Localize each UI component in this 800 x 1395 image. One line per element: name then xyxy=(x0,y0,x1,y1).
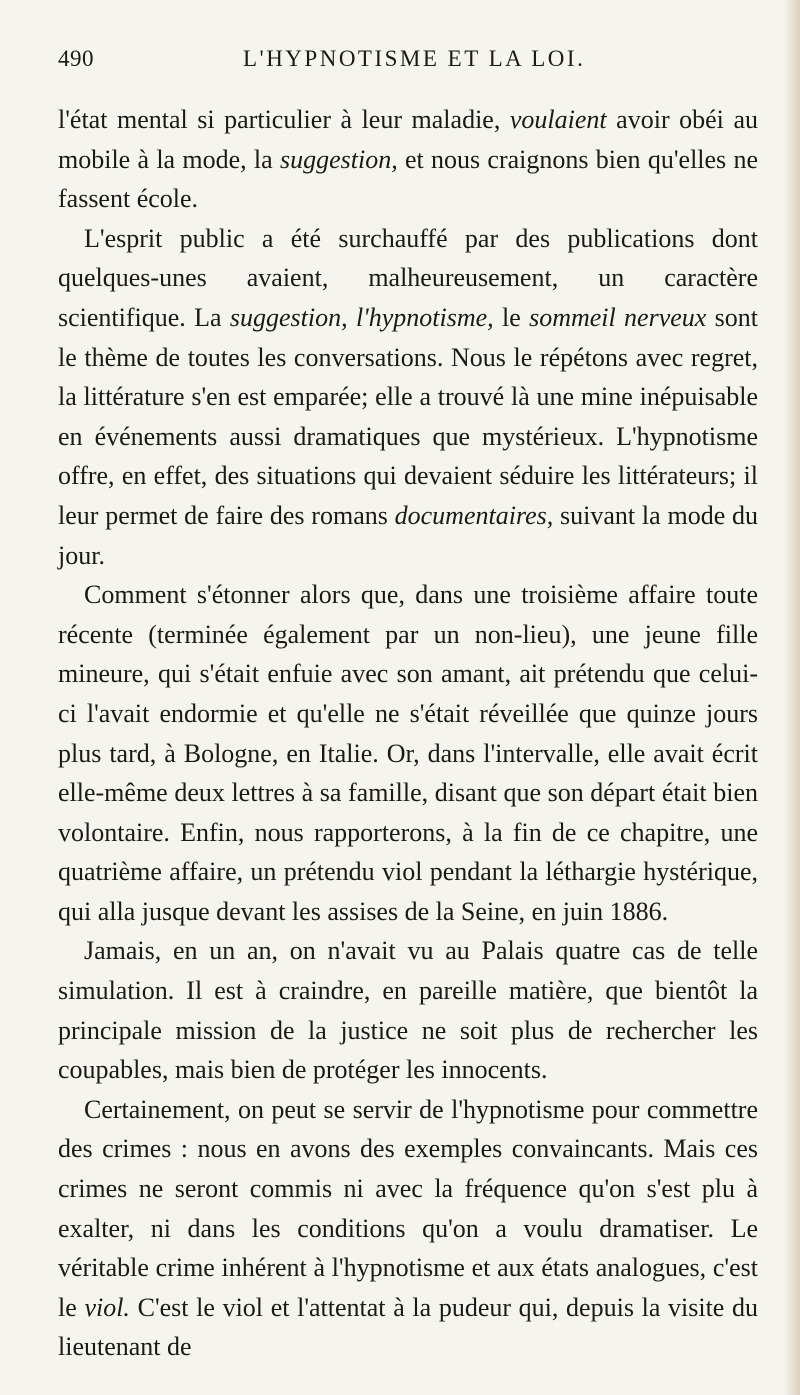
paragraph xyxy=(58,931,758,1089)
italic-text: l'hypnotisme, xyxy=(355,302,494,332)
italic-text: documentaires, xyxy=(394,500,554,530)
paragraph xyxy=(58,575,758,931)
text-run: Comment s'étonner alors que, dans une troisième affaire toute récente (terminée également par un non-lieu), une jeune fille mineure, qui s'était enfuie avec son amant, ait prétendu que celui-ci l'avait endormie et qu'elle ne s'était réveillée que quinze jours plus tard, à Bologne, en Italie. Or, dans l'intervalle, elle avait écrit elle-même deux lettres à sa famille, disant que son départ était bien volontaire. Enfin, nous rapporterons, à la fin de ce chapitre, une quatrième affaire, un prétendu viol pendant la léthargie hystérique, qui alla jusque devant les assises de la Seine, en juin 1886. xyxy=(58,580,758,926)
body-text xyxy=(58,100,758,1367)
text-run: avoir obéi au mobile à la mode, la xyxy=(58,105,758,174)
page-number: 490 xyxy=(58,46,94,71)
text-run xyxy=(348,303,356,332)
italic-text: suggestion, xyxy=(229,302,348,332)
text-run: Certainement, on peut se servir de l'hypnotisme pour commettre des crimes : nous en avons des exemples convaincants. Mais ces crimes ne seront commis ni avec la fréquence qu'on s'est plu à exalter, ni dans les conditions qu'on a voulu dramatiser. Le véritable crime inhérent à l'hypnotisme et aux états analogues, c'est le xyxy=(58,1094,758,1322)
italic-text: voulaient xyxy=(509,105,607,134)
text-run: L'esprit public a été surchauffé par des publications dont quelques-unes avaient, malheureusement, un caractère scientifique. La xyxy=(58,223,758,332)
text-run: le xyxy=(493,302,530,332)
italic-text: suggestion, xyxy=(279,144,398,174)
text-run: et nous craignons bien qu'elles ne fassent école. xyxy=(58,144,758,214)
text-run: l'état mental si particulier à leur maladie, xyxy=(58,105,510,134)
paragraph xyxy=(58,219,758,575)
italic-text: sommeil nerveux xyxy=(529,302,707,332)
text-run: Jamais, en un an, on n'avait vu au Palais quatre cas de telle simulation. Il est à craindre, en pareille matière, que bientôt la principale mission de la justice ne soit plus de rechercher les coupables, mais bien de protéger les innocents. xyxy=(58,936,758,1085)
text-run: suivant la mode du jour. xyxy=(58,500,759,570)
paragraph xyxy=(58,100,758,219)
text-run: sont le thème de toutes les conversations. Nous le répétons avec regret, la littérature s'en est emparée; elle a trouvé là une mine inépuisable en événements aussi dramatiques que mystérieux. L'hypnotisme offre, en effet, des situations qui devaient séduire les littérateurs; il leur permet de faire des romans xyxy=(58,302,759,530)
paragraph xyxy=(58,1090,758,1367)
page-edge xyxy=(784,0,800,1395)
page-header xyxy=(58,46,752,76)
italic-text: viol. xyxy=(84,1292,130,1322)
text-run: C'est le viol et l'attentat à la pudeur qui, depuis la visite du lieutenant de xyxy=(58,1292,759,1362)
running-title: L'HYPNOTISME ET LA LOI. xyxy=(243,46,586,71)
